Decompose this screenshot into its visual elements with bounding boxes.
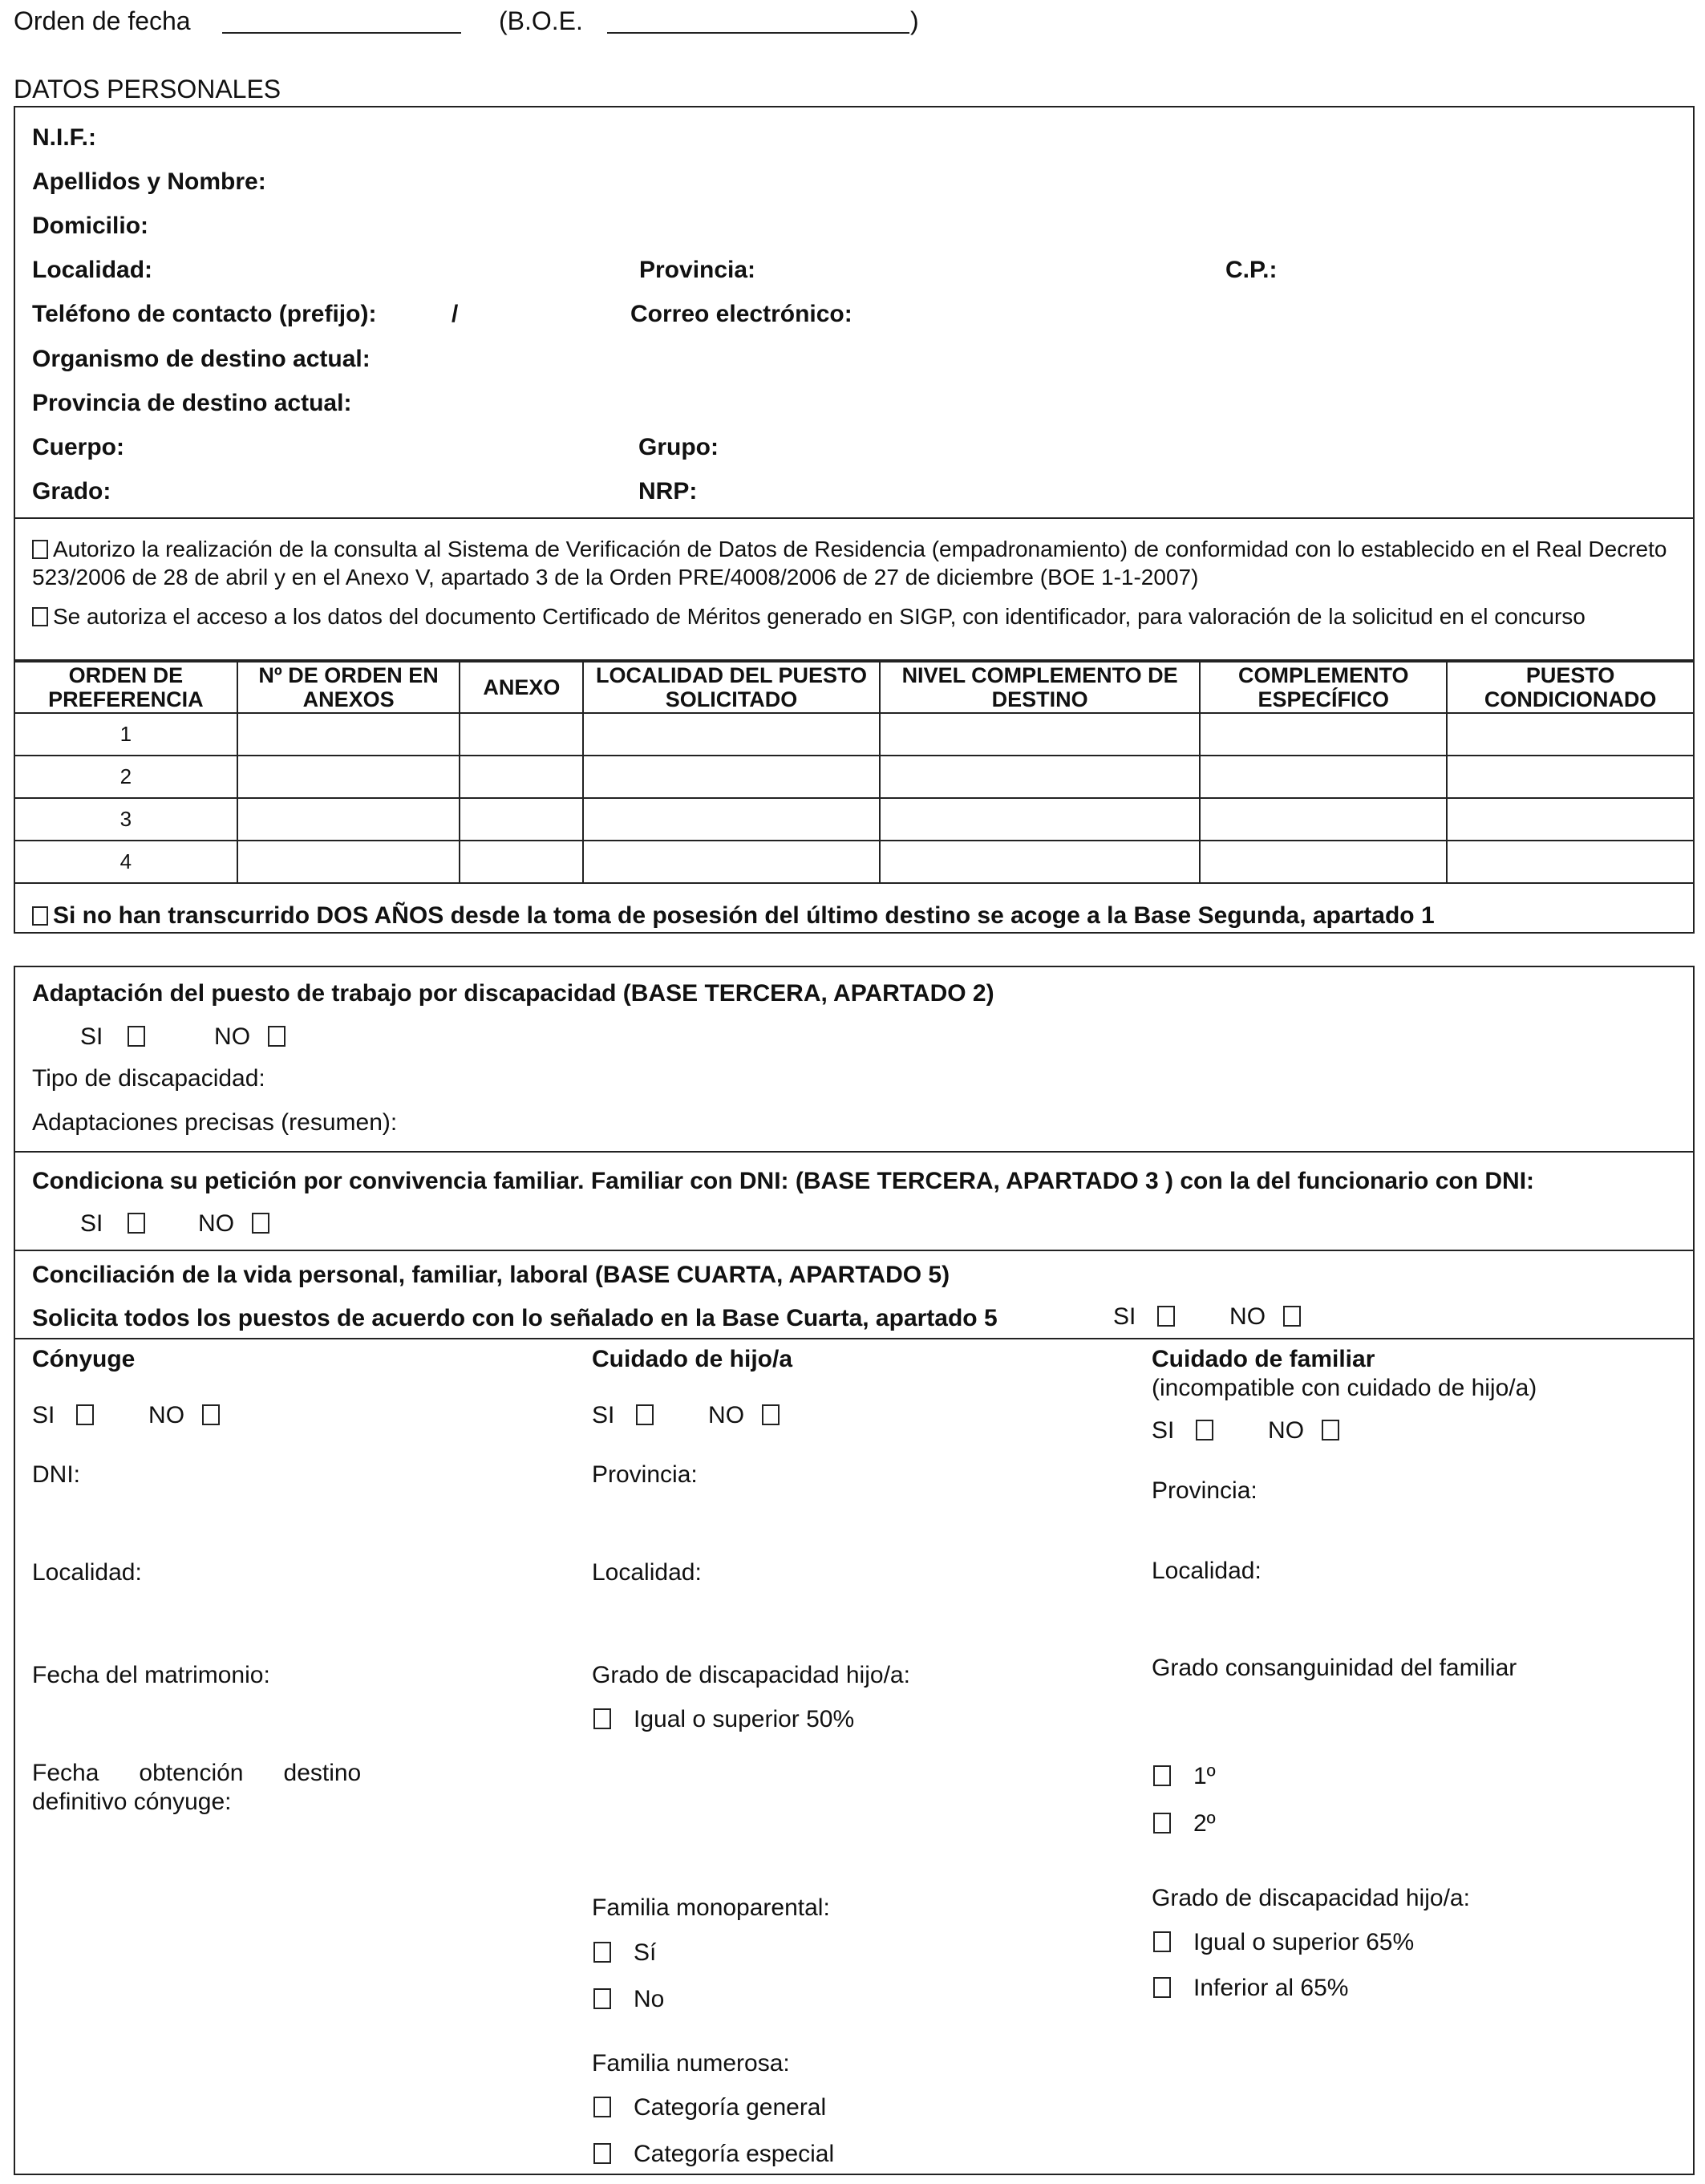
localidad-label: Localidad: (32, 257, 153, 283)
conciliacion-solicita: Solicita todos los puestos de acuerdo con lo señalado en la Base Cuarta, apartado 5 (32, 1305, 998, 1331)
primero-label: 1º (1193, 1763, 1216, 1789)
cell-input[interactable] (583, 713, 880, 756)
hijo-igual50-row (593, 1706, 854, 1733)
adaptaciones-label: Adaptaciones precisas (resumen): (32, 1109, 398, 1136)
inferior65-label: Inferior al 65% (1193, 1975, 1349, 2001)
conyuge-si-label: SI (32, 1402, 55, 1428)
hijo-options (592, 1402, 788, 1429)
dos-anos-row (32, 902, 1435, 930)
telefono-separator: / (452, 301, 459, 327)
hijo-grado-label: Grado de discapacidad hijo/a: (592, 1662, 910, 1688)
cell-input[interactable] (237, 798, 460, 841)
divider-discapacidad (14, 1151, 1695, 1153)
hijo-igual50-checkbox[interactable] (593, 1708, 611, 1729)
cell-input[interactable] (583, 756, 880, 798)
row-number: 2 (14, 756, 237, 798)
correo-label: Correo electrónico: (630, 301, 852, 327)
cell-input[interactable] (1200, 841, 1447, 883)
cell-input[interactable] (1447, 756, 1694, 798)
cell-input[interactable] (460, 756, 583, 798)
fecha-obtencion-label: Fecha obtención destino (32, 1760, 362, 1786)
fecha-matrimonio-label: Fecha del matrimonio: (32, 1662, 270, 1688)
familiar-no-checkbox[interactable] (1322, 1420, 1339, 1440)
conyuge-no-checkbox[interactable] (202, 1404, 220, 1425)
cell-input[interactable] (583, 841, 880, 883)
cat-especial-label: Categoría especial (634, 2141, 835, 2167)
col-numero-orden: Nº DE ORDEN EN ANEXOS (237, 662, 460, 713)
grado-label: Grado: (32, 478, 111, 504)
divider-personal (14, 517, 1695, 519)
numerosa-label: Familia numerosa: (592, 2050, 790, 2077)
hijo-provincia-label: Provincia: (592, 1461, 698, 1488)
familiar-si-checkbox[interactable] (1196, 1420, 1213, 1440)
monoparental-no-checkbox[interactable] (593, 1988, 611, 2009)
table-row (14, 756, 1694, 798)
telefono-label: Teléfono de contacto (prefijo): (32, 301, 377, 327)
monoparental-no-row (593, 1986, 664, 2013)
cuerpo-label: Cuerpo: (32, 434, 124, 460)
autoriza-residencia-row (32, 535, 1684, 591)
conciliacion-si-checkbox[interactable] (1157, 1306, 1175, 1327)
cell-input[interactable] (237, 841, 460, 883)
discapacidad-si-checkbox[interactable] (128, 1026, 145, 1047)
autoriza-meritos-row (32, 604, 1586, 630)
cell-input[interactable] (1447, 798, 1694, 841)
discapacidad-no-checkbox[interactable] (268, 1026, 286, 1047)
conyuge-localidad-label: Localidad: (32, 1559, 142, 1586)
conciliacion-options (1113, 1303, 1309, 1331)
monoparental-label: Familia monoparental: (592, 1894, 830, 1921)
nif-label: N.I.F.: (32, 124, 96, 151)
conciliacion-no-checkbox[interactable] (1283, 1306, 1301, 1327)
cat-general-row (593, 2094, 826, 2121)
cell-input[interactable] (460, 713, 583, 756)
segundo-label: 2º (1193, 1810, 1216, 1837)
hijo-title: Cuidado de hijo/a (592, 1346, 793, 1372)
table-row (14, 841, 1694, 883)
inferior65-checkbox[interactable] (1153, 1977, 1171, 1998)
cell-input[interactable] (460, 798, 583, 841)
discapacidad-options (80, 1023, 294, 1051)
cell-input[interactable] (583, 798, 880, 841)
segundo-checkbox[interactable] (1153, 1813, 1171, 1834)
row-number: 4 (14, 841, 237, 883)
organismo-label: Organismo de destino actual: (32, 346, 371, 372)
convivencia-si-checkbox[interactable] (128, 1213, 145, 1234)
monoparental-no-label: No (634, 1986, 665, 2012)
boe-label-open: (B.O.E. (499, 6, 583, 35)
divider-conciliacion (14, 1338, 1695, 1339)
conciliacion-si-label: SI (1113, 1303, 1136, 1330)
preference-table (14, 661, 1695, 884)
cat-especial-row (593, 2141, 834, 2168)
cat-especial-checkbox[interactable] (593, 2143, 611, 2164)
conyuge-dni-label: DNI: (32, 1461, 80, 1488)
hijo-no-label: NO (708, 1402, 745, 1428)
apellidos-label: Apellidos y Nombre: (32, 168, 266, 195)
familiar-subtitle: (incompatible con cuidado de hijo/a) (1152, 1375, 1537, 1401)
igual65-label: Igual o superior 65% (1193, 1929, 1415, 1955)
familiar-localidad-label: Localidad: (1152, 1558, 1262, 1584)
hijo-igual50-label: Igual o superior 50% (634, 1706, 855, 1732)
orden-fecha-label: Orden de fecha (14, 6, 191, 35)
conyuge-no-label: NO (148, 1402, 185, 1428)
familiar-no-label: NO (1268, 1417, 1305, 1444)
row-number: 1 (14, 713, 237, 756)
dos-anos-checkbox[interactable] (32, 906, 48, 926)
cell-input[interactable] (237, 713, 460, 756)
boe-label-close: ) (910, 6, 919, 35)
table-header-row (14, 662, 1694, 713)
boe-field[interactable] (607, 32, 909, 34)
cell-input[interactable] (1447, 713, 1694, 756)
table-row (14, 798, 1694, 841)
monoparental-si-label: Sí (634, 1939, 657, 1966)
convivencia-no-label: NO (198, 1210, 235, 1237)
cell-input[interactable] (1447, 841, 1694, 883)
discapacidad-title: Adaptación del puesto de trabajo por discapacidad (BASE TERCERA, APARTADO 2) (32, 980, 994, 1007)
cell-input[interactable] (1200, 798, 1447, 841)
cell-input[interactable] (880, 756, 1201, 798)
table-row (14, 713, 1694, 756)
familiar-grado-label: Grado de discapacidad hijo/a: (1152, 1885, 1470, 1911)
discapacidad-si-label: SI (80, 1023, 103, 1050)
dos-anos-text: Si no han transcurrido DOS AÑOS desde la toma de posesión del último destino se acoge a la Base Segunda, apartado 1 (53, 902, 1435, 929)
monoparental-si-row (593, 1939, 656, 1967)
conyuge-title: Cónyuge (32, 1346, 136, 1372)
col-orden-preferencia: ORDEN DE PREFERENCIA (14, 662, 237, 713)
provincia-destino-label: Provincia de destino actual: (32, 390, 352, 416)
conyuge-si-checkbox[interactable] (76, 1404, 94, 1425)
col-localidad-puesto: LOCALIDAD DEL PUESTO SOLICITADO (583, 662, 880, 713)
segundo-row (1153, 1810, 1216, 1838)
inferior65-row (1153, 1975, 1348, 2002)
cell-input[interactable] (880, 798, 1201, 841)
cell-input[interactable] (237, 756, 460, 798)
consanguinidad-label: Grado consanguinidad del familiar (1152, 1655, 1517, 1681)
hijo-localidad-label: Localidad: (592, 1559, 702, 1586)
monoparental-si-checkbox[interactable] (593, 1942, 611, 1963)
cat-general-label: Categoría general (634, 2094, 827, 2121)
cell-input[interactable] (880, 841, 1201, 883)
cell-input[interactable] (1200, 756, 1447, 798)
cat-general-checkbox[interactable] (593, 2097, 611, 2117)
cp-label: C.P.: (1225, 257, 1278, 283)
hijo-si-label: SI (592, 1402, 615, 1428)
familiar-si-label: SI (1152, 1417, 1175, 1444)
orden-fecha-field[interactable] (222, 32, 461, 34)
tipo-discapacidad-label: Tipo de discapacidad: (32, 1065, 265, 1092)
col-complemento-especifico: COMPLEMENTO ESPECÍFICO (1200, 662, 1447, 713)
discapacidad-no-label: NO (214, 1023, 251, 1050)
hijo-no-checkbox[interactable] (762, 1404, 780, 1425)
igual65-checkbox[interactable] (1153, 1931, 1171, 1952)
conyuge-options (32, 1402, 228, 1429)
row-number: 3 (14, 798, 237, 841)
col-nivel-complemento: NIVEL COMPLEMENTO DE DESTINO (880, 662, 1201, 713)
convivencia-si-label: SI (80, 1210, 103, 1237)
convivencia-title: Condiciona su petición por convivencia familiar. Familiar con DNI: (BASE TERCERA, APARTADO 3 ) con la del funcionario con DNI: (32, 1168, 1535, 1194)
convivencia-options (80, 1210, 277, 1238)
autoriza-meritos-checkbox[interactable] (32, 607, 48, 626)
familiar-title: Cuidado de familiar (1152, 1346, 1375, 1372)
familiar-provincia-label: Provincia: (1152, 1477, 1257, 1504)
cell-input[interactable] (1200, 713, 1447, 756)
cell-input[interactable] (880, 713, 1201, 756)
autoriza-residencia-checkbox[interactable] (32, 540, 48, 559)
convivencia-no-checkbox[interactable] (252, 1213, 269, 1234)
provincia-label: Provincia: (639, 257, 756, 283)
grupo-label: Grupo: (638, 434, 719, 460)
familiar-options (1152, 1417, 1347, 1445)
primero-checkbox[interactable] (1153, 1765, 1171, 1786)
conciliacion-no-label: NO (1229, 1303, 1266, 1330)
divider-convivencia (14, 1250, 1695, 1251)
col-anexo: ANEXO (460, 662, 583, 713)
condiciones-box (14, 966, 1695, 2175)
conciliacion-title: Conciliación de la vida personal, familiar, laboral (BASE CUARTA, APARTADO 5) (32, 1262, 950, 1288)
autoriza-meritos-text: Se autoriza el acceso a los datos del documento Certificado de Méritos generado en SIGP, con identificador, para valoración de la solicitud en el concurso (53, 604, 1586, 629)
nrp-label: NRP: (638, 478, 698, 504)
col-puesto-condicionado: PUESTO CONDICIONADO (1447, 662, 1694, 713)
primero-row (1153, 1763, 1216, 1790)
definitivo-conyuge-label: definitivo cónyuge: (32, 1789, 232, 1815)
hijo-si-checkbox[interactable] (636, 1404, 654, 1425)
igual65-row (1153, 1929, 1414, 1956)
datos-personales-title: DATOS PERSONALES (14, 75, 281, 103)
domicilio-label: Domicilio: (32, 213, 149, 239)
autoriza-residencia-text: Autorizo la realización de la consulta al Sistema de Verificación de Datos de Residencia (empadronamiento) de conformidad con lo establecido en el Real Decreto 523/2006 de 28 de abril y en el Anexo V, apartado 3 de la Orden PRE/4008/2006 de 27 de diciembre (BOE 1-1-2007) (32, 537, 1667, 590)
cell-input[interactable] (460, 841, 583, 883)
